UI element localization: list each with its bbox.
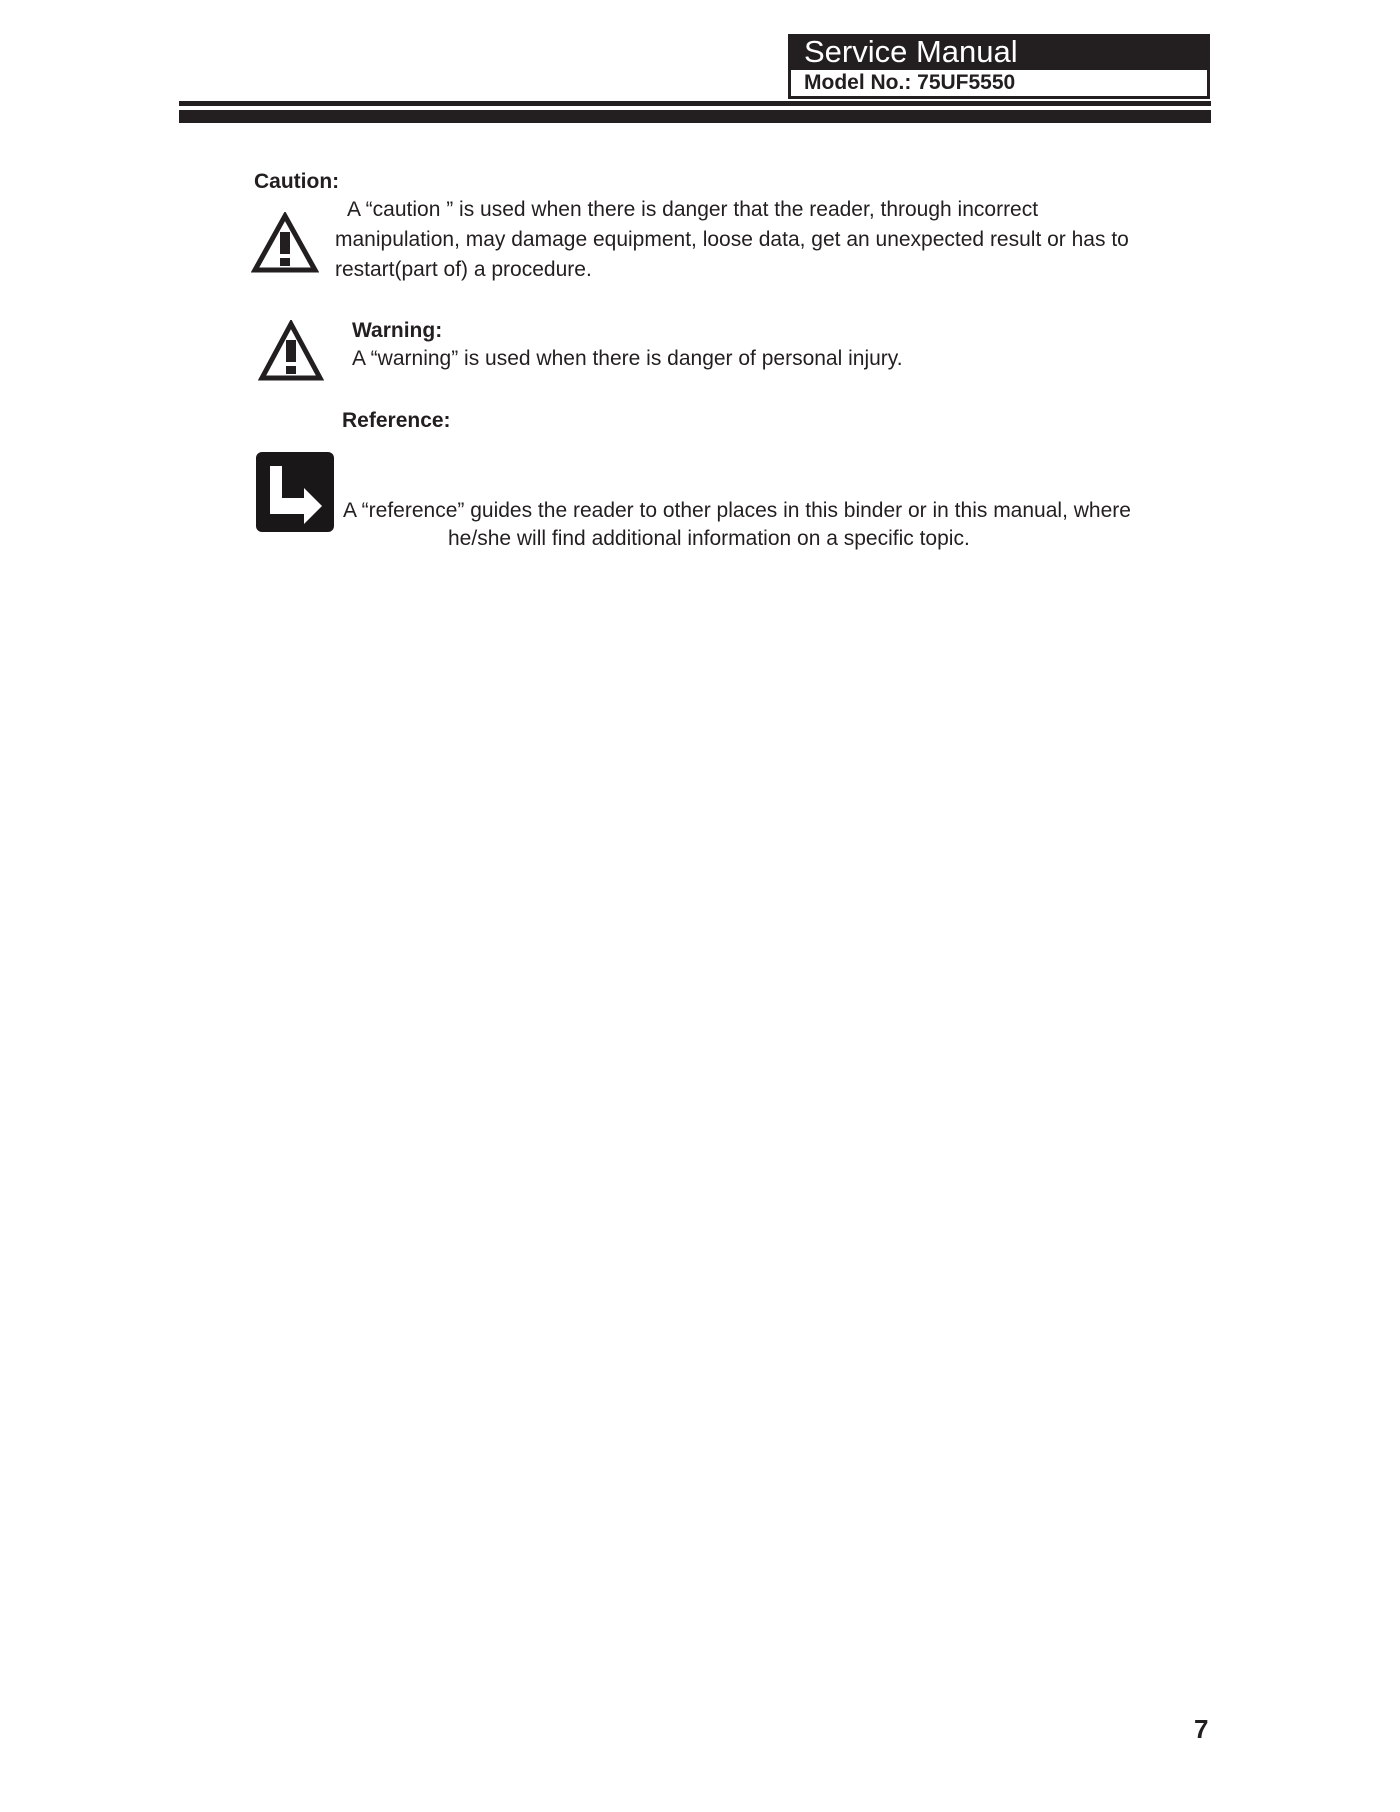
warning-heading: Warning: [352, 319, 443, 342]
caution-heading: Caution: [254, 170, 340, 193]
page-number: 7 [1194, 1714, 1209, 1744]
header-rule-thick [179, 110, 1211, 123]
reference-text-line-2: he/she will find additional information on a specific topic. [448, 527, 970, 550]
caution-warning-triangle-icon [251, 212, 319, 274]
reference-arrow-icon [256, 452, 334, 532]
warning-triangle-icon [258, 320, 324, 382]
header-rule-thin [179, 101, 1211, 106]
warning-text: A “warning” is used when there is danger of personal injury. [352, 347, 903, 370]
reference-text-line-1: A “reference” guides the reader to other places in this binder or in this manual, where [343, 499, 1131, 522]
header-title: Service Manual [788, 34, 1210, 70]
caution-text-line-2: manipulation, may damage equipment, loose data, get an unexpected result or has to [335, 228, 1129, 251]
caution-text-line-1: A “caution ” is used when there is danger that the reader, through incorrect [347, 198, 1039, 221]
caution-text-line-3: restart(part of) a procedure. [335, 258, 592, 281]
reference-heading: Reference: [342, 409, 451, 432]
header-model-number: Model No.: 75UF5550 [788, 70, 1210, 99]
